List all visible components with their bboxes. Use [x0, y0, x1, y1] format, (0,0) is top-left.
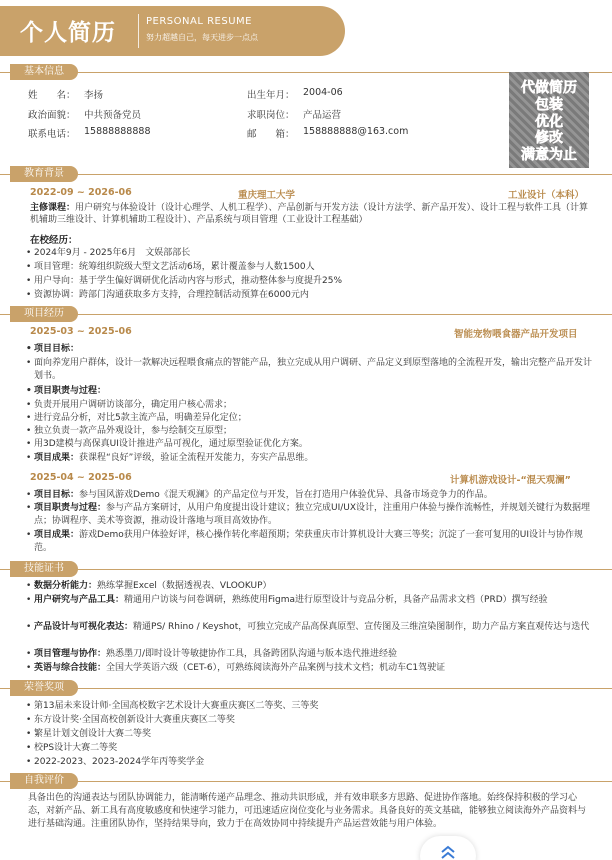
party-value: 中共预备党员: [84, 110, 142, 121]
skill-text: 精通用户访谈与问卷调研，熟练使用Figma进行原型设计与竞品分析，具备产品需求文档（PRD）撰写经验: [124, 595, 548, 605]
section-title-self: 自我评价: [10, 773, 78, 789]
section-title-education: 教育背景: [10, 166, 78, 182]
project2-duty: [34, 502, 594, 527]
project2-goal: [34, 489, 493, 501]
honor-item: • 东方设计奖·全国高校创新设计大赛重庆赛区二等奖: [34, 714, 235, 726]
photo-watermark-line: 满意为止: [521, 147, 577, 163]
project2-result-text: 游戏Demo获用户体验好评，核心操作转化率超预期；荣获重庆市计算机设计大赛三等奖；沉淀了一套可复用的UI设计与协作规范。: [34, 530, 584, 553]
skill-text: 熟悉墨刀/即时设计等敏捷协作工具，具备跨团队沟通与版本迭代推进经验: [106, 649, 398, 659]
section-line-education: [0, 174, 612, 175]
phone-label: 联系电话：: [28, 129, 76, 140]
double-chevron-up-icon: [439, 844, 457, 860]
section-line-self: [0, 781, 612, 782]
skill-label: 产品设计与可视化表达：: [34, 622, 134, 632]
job-value: 产品运营: [303, 110, 342, 121]
skill-item: [34, 648, 397, 660]
edu-courses-label: 主修课程：: [30, 203, 76, 213]
edu-courses: [30, 202, 590, 226]
project1-result: [34, 452, 313, 464]
campus-item: • 项目管理：统筹组织院级大型文艺活动6场，累计覆盖参与人数1500人: [34, 261, 315, 273]
profile-photo: [509, 72, 589, 168]
project1-result-text: 获课程“良好”评级，验证全流程开发能力，夯实产品思维。: [79, 453, 314, 463]
project2-goal-label: 项目目标：: [34, 490, 80, 500]
project2-goal-text: 参与国风游戏Demo《混天观澜》的产品定位与开发，旨在打造用户体验优异、具备市场竞争力的作品。: [79, 490, 493, 500]
edu-period: 2022-09 ~ 2026-06: [30, 187, 132, 198]
photo-watermark-line: 优化: [535, 114, 563, 130]
photo-watermark-line: 包装: [535, 97, 563, 113]
email-value: 158888888@163.com: [303, 126, 409, 137]
resume-header: [0, 0, 612, 62]
skill-item: [34, 621, 594, 634]
honor-item: • 2022-2023、2023-2024学年丙等奖学金: [34, 756, 204, 768]
project2-period: 2025-04 ~ 2025-06: [30, 472, 132, 483]
birth-value: 2004-06: [303, 87, 343, 98]
edu-campus-label: 在校经历：: [30, 235, 78, 246]
section-title-skills: 技能证书: [10, 561, 78, 577]
campus-item: • 用户导向：基于学生偏好调研优化活动内容与形式，推动整体参与度提升25%: [34, 275, 342, 287]
project1-result-label: 项目成果：: [34, 453, 80, 463]
section-title-honors: 荣誉奖项: [10, 680, 78, 696]
project1-goal-label: • 项目目标：: [34, 343, 79, 355]
section-line-projects: [0, 314, 612, 315]
edu-school: 重庆理工大学: [238, 190, 296, 201]
name-value: 李扬: [84, 90, 104, 101]
project2-duty-text: 参与产品方案研讨，从用户角度提出设计建议；独立完成UI/UX设计，注重用户体验与操作流畅性，并规划关键行为数据埋点；协调程序、美术等资源，推动设计落地与项目高效协作。: [34, 503, 591, 526]
section-title-basic: 基本信息: [10, 64, 78, 80]
edu-courses-text: 用户研究与体验设计（设计心理学、人机工程学）、产品创新与开发方法（设计方法学、新产品开发）、设计工程与软件工具（计算机辅助三维设计、计算机辅助工程设计）、产品系统与项目管理（工业设计工程基础）: [30, 203, 589, 225]
skill-item: [34, 662, 445, 674]
campus-item: • 资源协调：跨部门沟通获取多方支持，合理控制活动预算在6000元内: [34, 289, 309, 301]
skill-item: [34, 594, 594, 607]
project1-goal: • 面向养宠用户群体，设计一款解决远程喂食痛点的智能产品，独立完成从用户调研、产品定义到原型落地的全流程开发，输出完整产品开发计划书。: [34, 357, 594, 382]
birth-label: 出生年月：: [247, 90, 295, 101]
skill-text: 精通PS/ Rhino / Keyshot，可独立完成产品高保真原型、宣传图及三维渲染图制作，助力产品方案直观传达与迭代: [133, 622, 590, 632]
header-divider: [138, 14, 139, 48]
project1-period: 2025-03 ~ 2025-06: [30, 326, 132, 337]
email-label: 邮 箱：: [247, 129, 295, 140]
honor-item: • 繁星计划文创设计大赛二等奖: [34, 728, 151, 740]
photo-watermark-line: 修改: [535, 130, 563, 146]
skill-item: [34, 580, 272, 592]
project2-name: 计算机游戏设计-“混天观澜”: [450, 475, 571, 486]
project2-duty-label: 项目职责与过程：: [34, 503, 107, 513]
resume-subtitle-en: PERSONAL RESUME: [146, 16, 252, 27]
job-label: 求职岗位：: [247, 110, 295, 121]
project1-duty-label: • 项目职责与过程：: [34, 385, 106, 397]
project1-name: 智能宠物喂食器产品开发项目: [454, 329, 578, 340]
self-evaluation-text: 具备出色的沟通表达与团队协调能力，能清晰传递产品理念、推动共识形成，并有效串联多方思路、促进协作落地。始终保持积极的学习心态，对新产品、新工具有高度敏感度和快速学习能力，可迅速适应岗位变化与业务需求。具备良好的英文基础，能够独立阅读海外产品资料与进行基础沟通。注重团队协作，坚持结果导向，致力于在高效协同中持续提升产品运营效能与用户体验。: [28, 793, 587, 829]
project1-duty: • 负责开展用户调研访谈部分，确定用户核心需求；: [34, 399, 232, 411]
party-label: 政治面貌：: [28, 110, 76, 121]
honor-item: • 校PS设计大赛二等奖: [34, 742, 117, 754]
project1-duty: • 进行竞品分析，对比5款主流产品，明确差异化定位；: [34, 412, 247, 424]
project2-result: [34, 529, 594, 554]
name-label: 姓 名：: [28, 90, 76, 101]
skill-label: 数据分析能力：: [34, 581, 98, 591]
resume-slogan: 努力超越自己，每天进步一点点: [146, 33, 258, 42]
edu-major: 工业设计（本科）: [508, 190, 585, 201]
skill-label: 项目管理与协作：: [34, 649, 107, 659]
honor-item: • 第13届未来设计师·全国高校数字艺术设计大赛重庆赛区二等奖、三等奖: [34, 700, 318, 712]
skill-label: 英语与综合技能：: [34, 663, 107, 673]
section-line-honors: [0, 688, 612, 689]
skill-text: 熟练掌握Excel（数据透视表、VLOOKUP）: [97, 581, 272, 591]
skill-text: 全国大学英语六级（CET-6），可熟练阅读海外产品案例与技术文档；机动车C1驾驶证: [106, 663, 446, 673]
photo-watermark-line: 代做简历: [521, 80, 577, 96]
skill-label: 用户研究与产品工具：: [34, 595, 125, 605]
phone-value: 15888888888: [84, 126, 151, 137]
project2-result-label: 项目成果：: [34, 530, 80, 540]
resume-title: 个人简历: [20, 20, 116, 46]
project1-duty: • 独立负责一款产品外观设计，参与绘制交互原型；: [34, 425, 232, 437]
scroll-to-top-button[interactable]: [420, 836, 476, 860]
campus-item: • 2024年9月 - 2025年6月 文娱部部长: [34, 247, 190, 259]
section-title-projects: 项目经历: [10, 306, 78, 322]
project1-duty: • 用3D建模与高保真UI设计推进产品可视化，通过原型验证优化方案。: [34, 438, 308, 450]
section-line-skills: [0, 569, 612, 570]
